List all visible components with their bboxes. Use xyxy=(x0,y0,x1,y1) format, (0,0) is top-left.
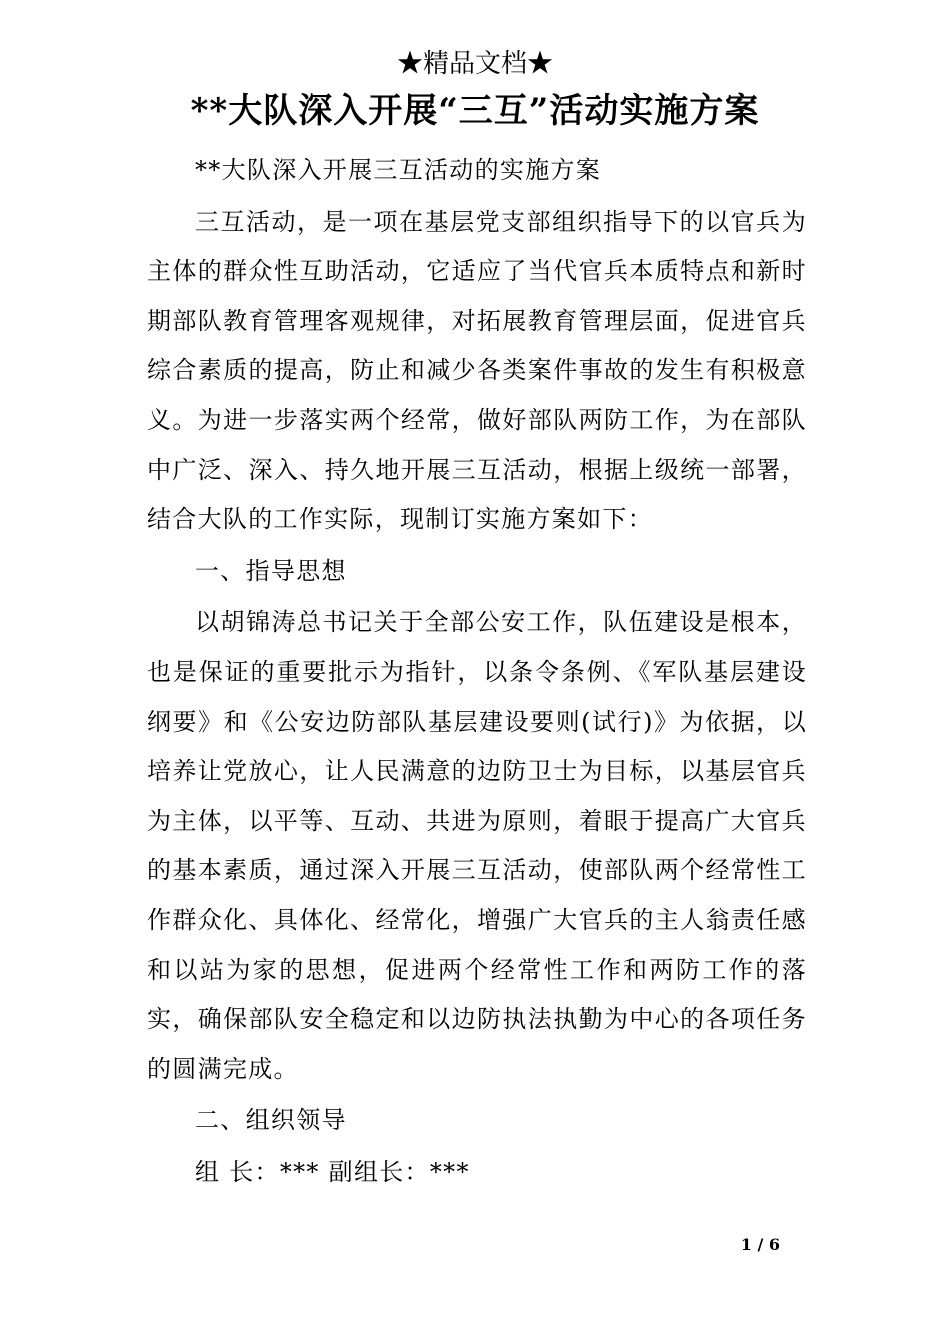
document-title: **大队深入开展“三互”活动实施方案 xyxy=(190,91,760,131)
guiding-ideology-paragraph: 以胡锦涛总书记关于全部公安工作，队伍建设是根本，也是保证的重要批示为指针，以条令条例、《军队基层建设纲要》和《公安边防部队基层建设要则(试行)》为依据，以培养让党放心，让人民满意的边防卫士为目标，以基层官兵为主体，以平等、互动、共进为原则，着眼于提高广大官兵的基本素质，通过深入开展三互活动，使部队两个经常性工作群众化、具体化、经常化，增强广大官兵的主人翁责任感和以站为家的思想，促进两个经常性工作和两防工作的落实，确保部队安全稳定和以边防执法执勤为中心的各项任务的圆满完成。 xyxy=(147,608,807,1083)
document-body xyxy=(147,146,807,1197)
intro-paragraph: 三互活动，是一项在基层党支部组织指导下的以官兵为主体的群众性互助活动，它适应了当代官兵本质特点和新时期部队教育管理客观规律，对拓展教育管理层面，促进官兵综合素质的提高，防止和减少各类案件事故的发生有积极意义。为进一步落实两个经常，做好部队两防工作，为在部队中广泛、深入、持久地开展三互活动，根据上级统一部署，结合大队的工作实际，现制订实施方案如下： xyxy=(147,207,807,534)
subtitle-paragraph: **大队深入开展三互活动的实施方案 xyxy=(195,156,602,184)
page-number: 1 / 6 xyxy=(740,1235,780,1254)
section-heading-guiding-ideology: 一、指导思想 xyxy=(195,556,347,585)
section-heading-organization: 二、组织领导 xyxy=(195,1106,347,1135)
page-header-banner: ★精品文档★ xyxy=(396,49,553,79)
leaders-paragraph: 组 长：*** 副组长：*** xyxy=(195,1157,470,1186)
